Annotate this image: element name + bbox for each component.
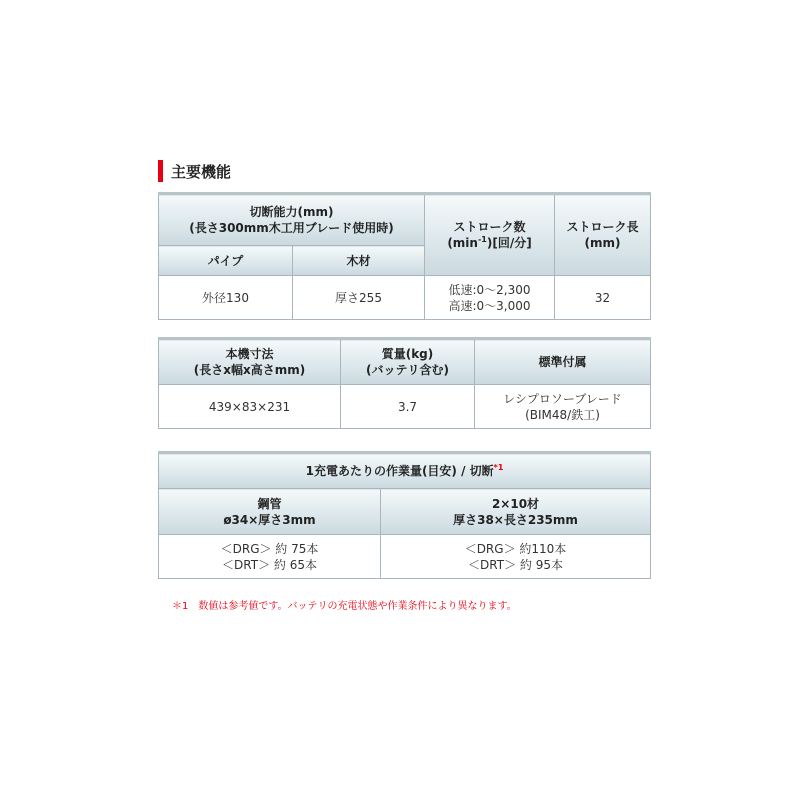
- dimension-label: 本機寸法: [225, 347, 274, 361]
- steel-pipe-header: [159, 489, 381, 535]
- stroke-count-header: [425, 194, 555, 276]
- lumber-drg: ＜DRG＞ 約110本: [464, 541, 567, 556]
- body-spec-table: [158, 337, 651, 429]
- stroke-count-label: ストローク数: [453, 220, 526, 234]
- accessory-line-1: レシプロソーブレード: [503, 391, 622, 406]
- stroke-unit-sup: -1: [477, 235, 487, 244]
- mass-header: [341, 339, 475, 385]
- lumber-label: 2×10材: [491, 496, 540, 511]
- wood-value: 厚さ255: [293, 276, 425, 320]
- cutting-spec-table: [158, 192, 651, 320]
- dimension-sublabel: (長さx幅x高さmm): [193, 363, 306, 377]
- work-per-charge-table: [158, 451, 651, 579]
- accessory-line-2: (BIM48/鉄工): [525, 407, 600, 422]
- steel-pipe-drt: ＜DRT＞ 約 65本: [222, 557, 317, 572]
- stroke-unit-pre: (min: [447, 236, 478, 250]
- cutting-capacity-header: [159, 194, 425, 246]
- mass-value: 3.7: [341, 385, 475, 429]
- accessory-header: 標準付属: [475, 339, 651, 385]
- steel-pipe-label: 鋼管: [257, 496, 282, 511]
- lumber-drt: ＜DRT＞ 約 95本: [468, 557, 563, 572]
- stroke-count-value: [425, 276, 555, 320]
- pipe-value: 外径130: [159, 276, 293, 320]
- section-title: [158, 160, 231, 182]
- pipe-header: パイプ: [159, 246, 293, 276]
- stroke-length-value: 32: [555, 276, 651, 320]
- accessory-value: [475, 385, 651, 429]
- mass-sublabel: (バッテリ含む): [366, 363, 449, 377]
- mass-label: 質量(kg): [381, 347, 434, 361]
- steel-pipe-drg: ＜DRG＞ 約 75本: [220, 541, 319, 556]
- work-per-charge-label: 1充電あたりの作業量(目安) / 切断: [305, 464, 494, 478]
- lumber-size: 厚さ38×長さ235mm: [453, 512, 578, 527]
- stroke-length-header: [555, 194, 651, 276]
- stroke-length-unit: (mm): [584, 236, 621, 250]
- speed-high-value: 高速:0～3,000: [448, 298, 531, 313]
- footnote-marker: *1: [493, 463, 504, 472]
- stroke-length-label: ストローク長: [566, 220, 639, 234]
- title-accent-bar: [158, 160, 163, 182]
- cutting-capacity-label: 切断能力(mm): [249, 205, 334, 219]
- stroke-unit-post: )[回/分]: [486, 236, 532, 250]
- steel-pipe-size: ø34×厚さ3mm: [223, 512, 316, 527]
- stroke-count-unit: [429, 235, 550, 251]
- lumber-values: [381, 535, 651, 579]
- lumber-header: [381, 489, 651, 535]
- dimension-value: 439×83×231: [159, 385, 341, 429]
- section-title-text: 主要機能: [171, 162, 232, 181]
- footnote-text: ＊1 数値は参考値です。バッテリの充電状態や作業条件により異なります。: [172, 601, 517, 612]
- work-per-charge-header: [159, 453, 651, 489]
- cutting-capacity-sublabel: (長さ300mm木工用ブレード使用時): [189, 221, 394, 235]
- dimension-header: [159, 339, 341, 385]
- wood-header: 木材: [293, 246, 425, 276]
- speed-low-value: 低速:0～2,300: [448, 282, 531, 297]
- steel-pipe-values: [159, 535, 381, 579]
